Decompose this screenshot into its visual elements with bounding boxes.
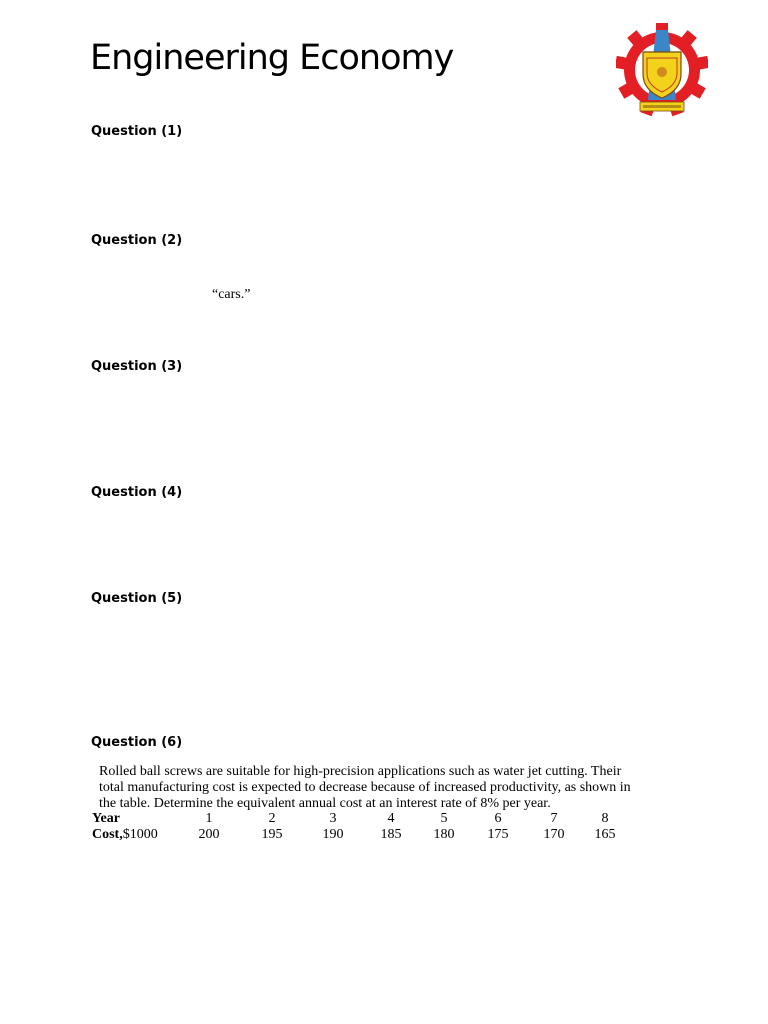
- year-cell: 3: [329, 811, 337, 826]
- year-label: Year: [92, 811, 120, 826]
- cost-cell: 175: [487, 827, 509, 842]
- cost-cell: 195: [261, 827, 283, 842]
- question-5-heading: Question (5): [91, 591, 183, 606]
- question-6-text: [99, 764, 631, 812]
- question-2-heading: Question (2): [91, 233, 183, 248]
- question-4-heading: Question (4): [91, 485, 183, 500]
- question-2-snippet: “cars.”: [212, 287, 251, 302]
- cost-table: [92, 811, 630, 843]
- cost-label: [92, 827, 178, 843]
- year-cell: 4: [387, 811, 395, 826]
- cost-cell: 190: [322, 827, 344, 842]
- document-title: Engineering Economy: [90, 38, 454, 78]
- year-cell: 5: [440, 811, 448, 826]
- year-cell: 7: [550, 811, 558, 826]
- cost-label-bold: Cost,: [92, 827, 123, 842]
- question-3-heading: Question (3): [91, 359, 183, 374]
- cost-cell: 170: [543, 827, 565, 842]
- cost-cell: 165: [594, 827, 616, 842]
- year-cell: 2: [268, 811, 276, 826]
- year-cell: 8: [601, 811, 609, 826]
- cost-cell: 185: [380, 827, 402, 842]
- question-6-text-line: the table. Determine the equivalent annual cost at an interest rate of 8% per year.: [99, 796, 551, 811]
- cost-cell: 180: [433, 827, 455, 842]
- question-6-text-line: Rolled ball screws are suitable for high-precision applications such as water jet cutting. Their: [99, 764, 622, 779]
- cost-label-unit: $1000: [122, 827, 158, 842]
- year-cell: 1: [205, 811, 213, 826]
- year-cell: 6: [494, 811, 502, 826]
- question-6-heading: Question (6): [91, 735, 183, 750]
- year-row: [92, 811, 630, 827]
- question-1-heading: Question (1): [91, 124, 183, 139]
- cost-row: [92, 827, 630, 843]
- question-6-text-line: total manufacturing cost is expected to decrease because of increased productivity, as shown in: [99, 780, 631, 795]
- cost-cell: 200: [198, 827, 220, 842]
- faculty-logo-icon: [616, 18, 708, 126]
